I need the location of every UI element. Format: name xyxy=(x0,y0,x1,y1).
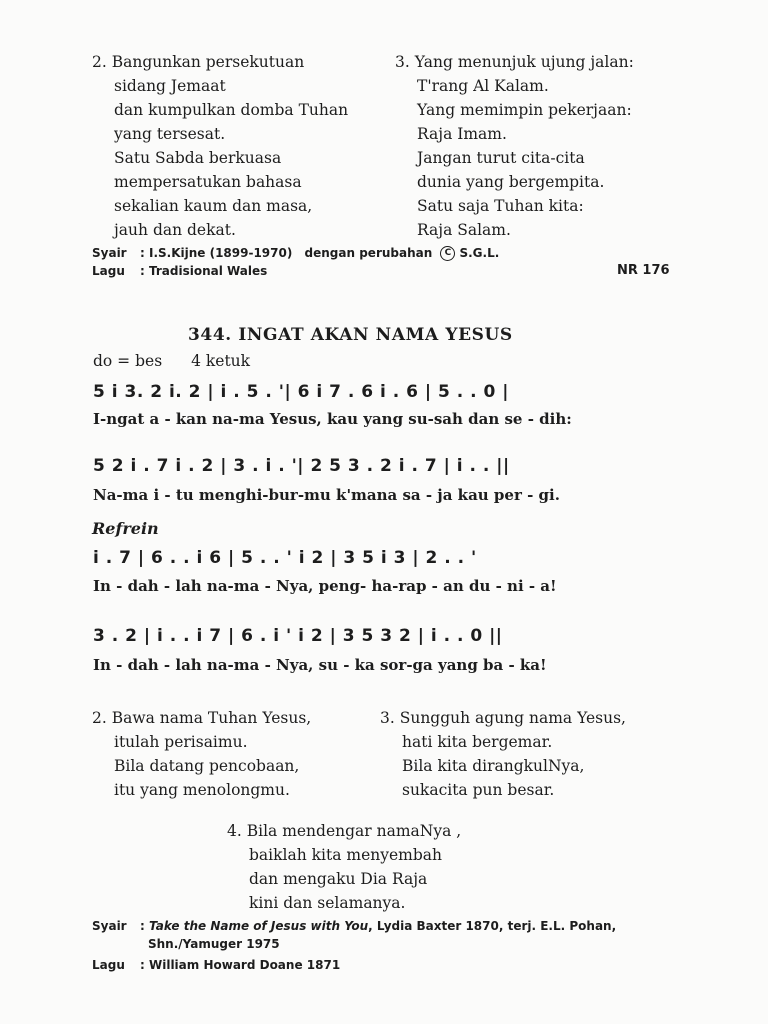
refrain-notation-1: i . 7 | 6 . . i 6 | 5 . . ' i 2 | 3 5 i 3 | 2 . . ' xyxy=(93,548,477,568)
credit-author: : I.S.Kijne (1899-1970) xyxy=(140,246,293,260)
verse-line: Raja Imam. xyxy=(417,125,507,143)
verse-line: Satu saja Tuhan kita: xyxy=(417,197,584,215)
hymn-number-ref: NR 176 xyxy=(617,263,670,278)
verse-line: 2. Bangunkan persekutuan xyxy=(92,53,305,71)
key: do = bes xyxy=(93,352,163,370)
verse-line: T'rang Al Kalam. xyxy=(417,77,549,95)
prev-verse-3 xyxy=(395,50,634,242)
verse-line: Jangan turut cita-cita xyxy=(417,149,585,167)
key-signature xyxy=(93,352,250,370)
credit-label: Syair xyxy=(92,919,127,933)
verse-line: 4. Bila mendengar namaNya , xyxy=(227,822,462,840)
verse-line: Satu Sabda berkuasa xyxy=(114,149,282,167)
credits-syair xyxy=(92,919,616,933)
refrain-lyrics-2: In - dah - lah na-ma - Nya, su - ka sor-ga yang ba - ka! xyxy=(93,656,547,674)
prev-verse-2 xyxy=(92,50,348,242)
notation-line-2: 5 2 i . 7 i . 2 | 3 . i . '| 2 5 3 . 2 i . 7 | i . . || xyxy=(93,456,510,476)
verse-line: Bila kita dirangkulNya, xyxy=(402,757,585,775)
lyrics-line-2: Na-ma i - tu menghi-bur-mu k'mana sa - ja kau per - gi. xyxy=(93,486,560,504)
verse-line: baiklah kita menyembah xyxy=(249,846,442,864)
verse-line: itulah perisaimu. xyxy=(114,733,248,751)
verse-line: dan mengaku Dia Raja xyxy=(249,870,428,888)
credit-colon: : xyxy=(140,919,145,933)
verse-line: sidang Jemaat xyxy=(114,77,226,95)
credit-copyright: S.G.L. xyxy=(459,246,500,260)
prev-credits-lagu xyxy=(92,264,267,278)
refrain-lyrics-1: In - dah - lah na-ma - Nya, peng- ha-rap - an du - ni - a! xyxy=(93,577,557,595)
refrain-label: Refrein xyxy=(92,519,159,538)
verse-line: 3. Yang menunjuk ujung jalan: xyxy=(395,53,634,71)
verse-line: dan kumpulkan domba Tuhan xyxy=(114,101,349,119)
verse-line: Yang memimpin pekerjaan: xyxy=(417,101,632,119)
verse-line: hati kita bergemar. xyxy=(402,733,553,751)
verse-4 xyxy=(227,819,461,915)
credits-syair-line2: Shn./Yamuger 1975 xyxy=(148,937,280,951)
verse-line: mempersatukan bahasa xyxy=(114,173,302,191)
time-signature: 4 ketuk xyxy=(191,352,251,370)
credit-author: , Lydia Baxter 1870, terj. E.L. Pohan, xyxy=(368,919,617,933)
copyright-icon: C xyxy=(440,246,455,261)
verse-line: Raja Salam. xyxy=(417,221,511,239)
credit-label: Lagu xyxy=(92,958,125,972)
verse-line: itu yang menolongmu. xyxy=(114,781,290,799)
refrain-notation-2: 3 . 2 | i . . i 7 | 6 . i ' i 2 | 3 5 3 2 | i . . 0 || xyxy=(93,626,503,646)
verse-2 xyxy=(92,706,311,802)
verse-line: jauh dan dekat. xyxy=(114,221,236,239)
verse-line: sekalian kaum dan masa, xyxy=(114,197,313,215)
notation-line-1: 5 i 3. 2 i. 2 | i . 5 . '| 6 i 7 . 6 i . 6 | 5 . . 0 | xyxy=(93,382,509,402)
verse-line: 3. Sungguh agung nama Yesus, xyxy=(380,709,626,727)
credit-label: Syair xyxy=(92,246,127,260)
credit-original-title: Take the Name of Jesus with You xyxy=(149,919,369,933)
credit-note: dengan perubahan xyxy=(304,246,433,260)
lyrics-line-1: I-ngat a - kan na-ma Yesus, kau yang su-sah dan se - dih: xyxy=(93,410,572,428)
credit-composer: : William Howard Doane 1871 xyxy=(140,958,341,972)
verse-line: kini dan selamanya. xyxy=(249,894,406,912)
verse-line: 2. Bawa nama Tuhan Yesus, xyxy=(92,709,312,727)
verse-line: Bila datang pencobaan, xyxy=(114,757,300,775)
verse-line: sukacita pun besar. xyxy=(402,781,555,799)
credits-lagu xyxy=(92,958,340,972)
verse-3 xyxy=(380,706,626,802)
credit-label: Lagu xyxy=(92,264,125,278)
credit-composer: : Tradisional Wales xyxy=(140,264,268,278)
prev-credits-syair xyxy=(92,246,499,261)
hymn-title: 344. INGAT AKAN NAMA YESUS xyxy=(188,325,513,345)
verse-line: yang tersesat. xyxy=(114,125,226,143)
verse-line: dunia yang bergempita. xyxy=(417,173,605,191)
